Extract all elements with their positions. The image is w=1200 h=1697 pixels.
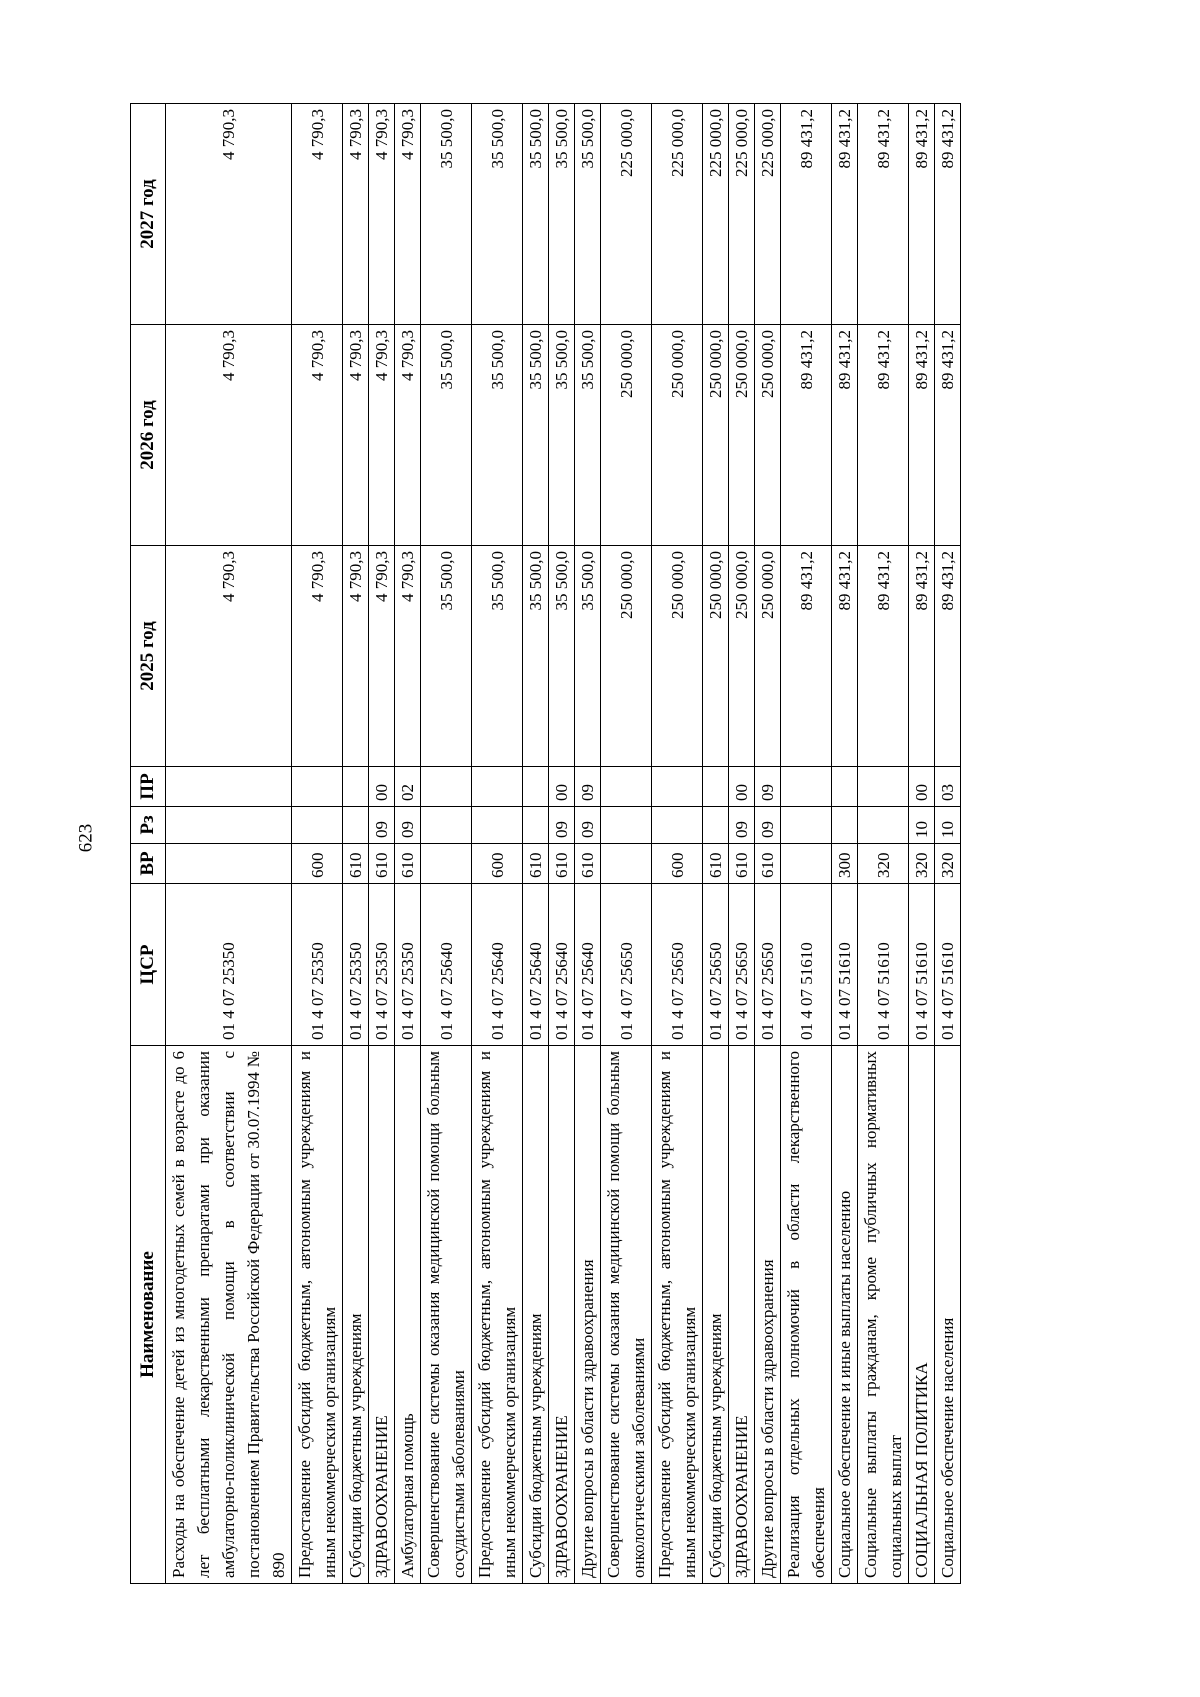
table-body <box>166 104 961 1584</box>
header-csr: ЦСР <box>131 884 166 1046</box>
cell-rz <box>166 807 292 844</box>
cell-2026: 89 431,2 <box>781 325 832 546</box>
cell-csr: 01 4 07 51610 <box>909 884 935 1046</box>
cell-2027: 89 431,2 <box>781 104 832 325</box>
cell-2025: 89 431,2 <box>858 546 909 767</box>
cell-pr <box>858 767 909 807</box>
cell-vr: 610 <box>395 844 421 884</box>
cell-name: Другие вопросы в области здравоохранения <box>575 1046 601 1584</box>
cell-vr: 320 <box>858 844 909 884</box>
cell-csr: 01 4 07 25350 <box>369 884 395 1046</box>
budget-table <box>130 103 961 1584</box>
cell-2027: 225 000,0 <box>703 104 729 325</box>
cell-2027: 225 000,0 <box>652 104 703 325</box>
cell-2026: 4 790,3 <box>166 325 292 546</box>
table-row <box>909 104 935 1584</box>
cell-2027: 225 000,0 <box>729 104 755 325</box>
header-pr: ПР <box>131 767 166 807</box>
cell-name: Совершенствование системы оказания медицинской помощи больным онкологическими заболеваниями <box>601 1046 652 1584</box>
cell-2027: 35 500,0 <box>472 104 523 325</box>
cell-2027: 4 790,3 <box>395 104 421 325</box>
table-row <box>343 104 369 1584</box>
table-row <box>292 104 343 1584</box>
cell-pr <box>832 767 858 807</box>
cell-2026: 35 500,0 <box>472 325 523 546</box>
cell-name: Предоставление субсидий бюджетным, автономным учреждениям и иным некоммерческим организациям <box>472 1046 523 1584</box>
table-row <box>601 104 652 1584</box>
cell-rz <box>832 807 858 844</box>
cell-2025: 4 790,3 <box>395 546 421 767</box>
cell-2026: 89 431,2 <box>832 325 858 546</box>
cell-2025: 89 431,2 <box>935 546 961 767</box>
cell-2025: 35 500,0 <box>472 546 523 767</box>
table-row <box>858 104 909 1584</box>
table-row <box>755 104 781 1584</box>
page-number: 623 <box>75 823 96 853</box>
cell-2026: 250 000,0 <box>703 325 729 546</box>
cell-2027: 89 431,2 <box>858 104 909 325</box>
cell-2026: 4 790,3 <box>292 325 343 546</box>
cell-pr: 00 <box>369 767 395 807</box>
cell-name: Предоставление субсидий бюджетным, автономным учреждениям и иным некоммерческим организациям <box>292 1046 343 1584</box>
cell-2025: 89 431,2 <box>781 546 832 767</box>
cell-name: Субсидии бюджетным учреждениям <box>343 1046 369 1584</box>
cell-name: Социальное обеспечение населения <box>935 1046 961 1584</box>
cell-rz <box>601 807 652 844</box>
cell-2025: 89 431,2 <box>909 546 935 767</box>
cell-2025: 250 000,0 <box>703 546 729 767</box>
cell-csr: 01 4 07 25650 <box>601 884 652 1046</box>
cell-csr: 01 4 07 25640 <box>421 884 472 1046</box>
header-year-2026: 2026 год <box>131 325 166 546</box>
cell-2025: 4 790,3 <box>369 546 395 767</box>
cell-pr <box>421 767 472 807</box>
cell-rz: 10 <box>935 807 961 844</box>
cell-name: ЗДРАВООХРАНЕНИЕ <box>369 1046 395 1584</box>
cell-vr: 600 <box>652 844 703 884</box>
cell-vr: 320 <box>935 844 961 884</box>
cell-name: ЗДРАВООХРАНЕНИЕ <box>549 1046 575 1584</box>
cell-rz <box>421 807 472 844</box>
cell-vr: 610 <box>729 844 755 884</box>
cell-2026: 89 431,2 <box>858 325 909 546</box>
cell-2027: 89 431,2 <box>832 104 858 325</box>
cell-2027: 4 790,3 <box>166 104 292 325</box>
cell-2026: 89 431,2 <box>935 325 961 546</box>
cell-csr: 01 4 07 51610 <box>781 884 832 1046</box>
cell-name: Субсидии бюджетным учреждениям <box>523 1046 549 1584</box>
cell-pr: 02 <box>395 767 421 807</box>
cell-name: Предоставление субсидий бюджетным, автономным учреждениям и иным некоммерческим организациям <box>652 1046 703 1584</box>
cell-2027: 35 500,0 <box>549 104 575 325</box>
cell-pr <box>781 767 832 807</box>
cell-pr: 03 <box>935 767 961 807</box>
cell-csr: 01 4 07 51610 <box>832 884 858 1046</box>
cell-2027: 4 790,3 <box>292 104 343 325</box>
table-row <box>166 104 292 1584</box>
cell-vr: 320 <box>909 844 935 884</box>
cell-csr: 01 4 07 25650 <box>755 884 781 1046</box>
cell-rz: 09 <box>395 807 421 844</box>
cell-rz: 09 <box>549 807 575 844</box>
cell-2027: 89 431,2 <box>935 104 961 325</box>
cell-2025: 35 500,0 <box>549 546 575 767</box>
table-header-row <box>131 104 166 1584</box>
cell-vr: 610 <box>343 844 369 884</box>
cell-vr: 600 <box>292 844 343 884</box>
cell-vr <box>166 844 292 884</box>
cell-2025: 4 790,3 <box>166 546 292 767</box>
cell-2027: 35 500,0 <box>523 104 549 325</box>
header-rz: Рз <box>131 807 166 844</box>
cell-rz <box>343 807 369 844</box>
cell-rz: 09 <box>369 807 395 844</box>
table-row <box>729 104 755 1584</box>
cell-pr <box>472 767 523 807</box>
cell-2026: 250 000,0 <box>755 325 781 546</box>
cell-csr: 01 4 07 25350 <box>395 884 421 1046</box>
cell-name: Реализация отдельных полномочий в области лекарственного обеспечения <box>781 1046 832 1584</box>
cell-csr: 01 4 07 25350 <box>166 884 292 1046</box>
table-row <box>549 104 575 1584</box>
cell-2025: 250 000,0 <box>601 546 652 767</box>
cell-2027: 225 000,0 <box>755 104 781 325</box>
table-row <box>369 104 395 1584</box>
cell-vr <box>601 844 652 884</box>
cell-2026: 4 790,3 <box>343 325 369 546</box>
header-vr: ВР <box>131 844 166 884</box>
cell-2027: 4 790,3 <box>369 104 395 325</box>
cell-2026: 35 500,0 <box>523 325 549 546</box>
cell-csr: 01 4 07 25640 <box>575 884 601 1046</box>
cell-2025: 35 500,0 <box>523 546 549 767</box>
cell-csr: 01 4 07 25650 <box>703 884 729 1046</box>
cell-pr: 00 <box>909 767 935 807</box>
cell-rz <box>292 807 343 844</box>
table-row <box>935 104 961 1584</box>
cell-vr: 610 <box>755 844 781 884</box>
cell-pr <box>343 767 369 807</box>
cell-2026: 35 500,0 <box>421 325 472 546</box>
cell-pr: 00 <box>549 767 575 807</box>
cell-2026: 35 500,0 <box>575 325 601 546</box>
table-row <box>523 104 549 1584</box>
cell-csr: 01 4 07 25350 <box>292 884 343 1046</box>
cell-rz <box>781 807 832 844</box>
cell-2026: 4 790,3 <box>395 325 421 546</box>
header-year-2025: 2025 год <box>131 546 166 767</box>
cell-name: Социальные выплаты гражданам, кроме публичных нормативных социальных выплат <box>858 1046 909 1584</box>
cell-name: ЗДРАВООХРАНЕНИЕ <box>729 1046 755 1584</box>
cell-2025: 250 000,0 <box>729 546 755 767</box>
cell-2025: 4 790,3 <box>292 546 343 767</box>
cell-rz: 09 <box>729 807 755 844</box>
cell-name: Социальное обеспечение и иные выплаты населению <box>832 1046 858 1584</box>
cell-pr: 09 <box>575 767 601 807</box>
cell-2025: 35 500,0 <box>575 546 601 767</box>
cell-rz: 09 <box>575 807 601 844</box>
cell-rz: 10 <box>909 807 935 844</box>
cell-csr: 01 4 07 25640 <box>523 884 549 1046</box>
table-row <box>781 104 832 1584</box>
cell-pr <box>601 767 652 807</box>
cell-vr <box>421 844 472 884</box>
cell-2027: 225 000,0 <box>601 104 652 325</box>
cell-vr <box>781 844 832 884</box>
cell-2026: 250 000,0 <box>652 325 703 546</box>
cell-2025: 250 000,0 <box>652 546 703 767</box>
header-name: Наименование <box>131 1046 166 1584</box>
cell-2026: 89 431,2 <box>909 325 935 546</box>
cell-pr: 00 <box>729 767 755 807</box>
table-row <box>421 104 472 1584</box>
cell-2026: 35 500,0 <box>549 325 575 546</box>
cell-2027: 35 500,0 <box>575 104 601 325</box>
cell-csr: 01 4 07 25350 <box>343 884 369 1046</box>
table-row <box>472 104 523 1584</box>
cell-csr: 01 4 07 25640 <box>472 884 523 1046</box>
cell-csr: 01 4 07 25640 <box>549 884 575 1046</box>
cell-rz <box>472 807 523 844</box>
cell-2027: 4 790,3 <box>343 104 369 325</box>
cell-2027: 35 500,0 <box>421 104 472 325</box>
cell-2026: 4 790,3 <box>369 325 395 546</box>
cell-csr: 01 4 07 25650 <box>652 884 703 1046</box>
table-row <box>652 104 703 1584</box>
cell-rz <box>523 807 549 844</box>
cell-2026: 250 000,0 <box>729 325 755 546</box>
cell-vr: 610 <box>703 844 729 884</box>
cell-2027: 89 431,2 <box>909 104 935 325</box>
cell-2025: 89 431,2 <box>832 546 858 767</box>
cell-2025: 4 790,3 <box>343 546 369 767</box>
cell-rz <box>703 807 729 844</box>
cell-vr: 610 <box>549 844 575 884</box>
cell-name: Совершенствование системы оказания медицинской помощи больным сосудистыми заболеваниями <box>421 1046 472 1584</box>
cell-vr: 610 <box>575 844 601 884</box>
cell-name: СОЦИАЛЬНАЯ ПОЛИТИКА <box>909 1046 935 1584</box>
header-year-2027: 2027 год <box>131 104 166 325</box>
cell-2025: 35 500,0 <box>421 546 472 767</box>
cell-rz <box>652 807 703 844</box>
cell-pr <box>703 767 729 807</box>
cell-pr <box>292 767 343 807</box>
cell-2025: 250 000,0 <box>755 546 781 767</box>
table-row <box>703 104 729 1584</box>
cell-pr <box>652 767 703 807</box>
cell-name: Субсидии бюджетным учреждениям <box>703 1046 729 1584</box>
cell-pr: 09 <box>755 767 781 807</box>
cell-vr: 610 <box>369 844 395 884</box>
cell-vr: 600 <box>472 844 523 884</box>
cell-name: Амбулаторная помощь <box>395 1046 421 1584</box>
cell-pr <box>523 767 549 807</box>
cell-csr: 01 4 07 51610 <box>935 884 961 1046</box>
cell-vr: 610 <box>523 844 549 884</box>
table-row <box>395 104 421 1584</box>
cell-csr: 01 4 07 51610 <box>858 884 909 1046</box>
table-row <box>832 104 858 1584</box>
cell-vr: 300 <box>832 844 858 884</box>
cell-rz: 09 <box>755 807 781 844</box>
table-row <box>575 104 601 1584</box>
cell-rz <box>858 807 909 844</box>
cell-name: Другие вопросы в области здравоохранения <box>755 1046 781 1584</box>
cell-csr: 01 4 07 25650 <box>729 884 755 1046</box>
cell-name: Расходы на обеспечение детей из многодетных семей в возрасте до 6 лет бесплатными лекарственными препаратами при оказании амбулаторно-поликлинической помощи в соответствии с постановлением Правительства Российской Федерации от 30.07.1994 № 890 <box>166 1046 292 1584</box>
cell-2026: 250 000,0 <box>601 325 652 546</box>
rotated-table-wrapper <box>130 104 1070 1584</box>
cell-pr <box>166 767 292 807</box>
